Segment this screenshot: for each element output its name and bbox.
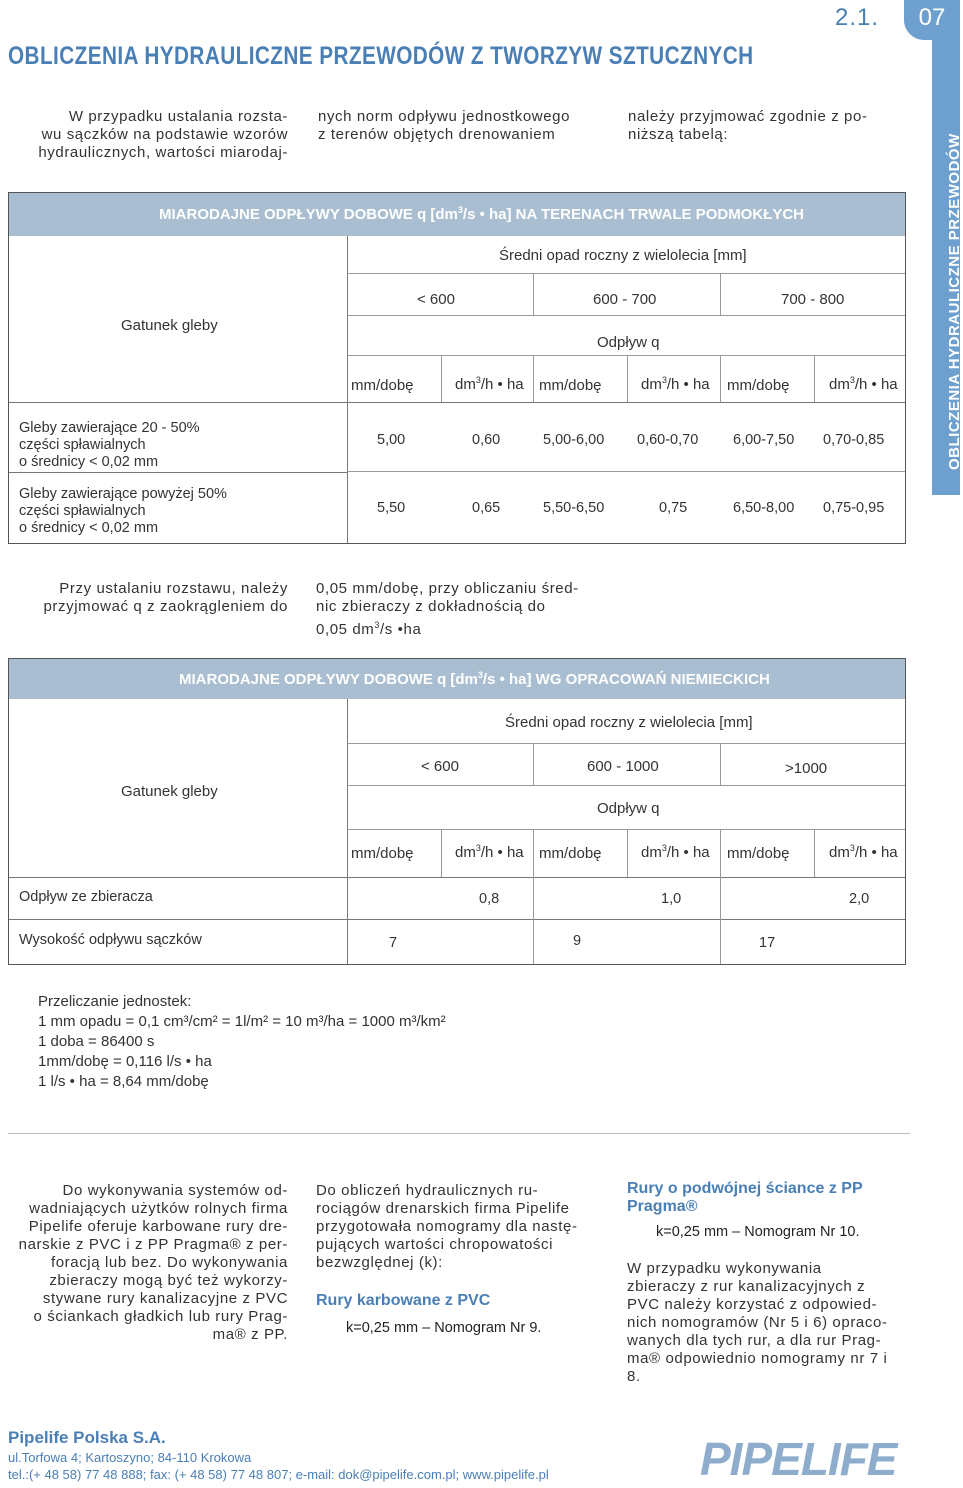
soil-row-2: Gleby zawierające powyżej 50% części spławialnych o średnicy < 0,02 mm <box>19 486 227 536</box>
side-label: OBLICZENIA HYDRAULICZNE PRZEWODÓW <box>946 133 963 470</box>
soil-row-1: Gleby zawierające 20 - 50% części spławialnych o średnicy < 0,02 mm <box>19 420 200 470</box>
conversion-line: 1 doba = 86400 s <box>38 1033 155 1050</box>
conversion-title: Przeliczanie jednostek: <box>38 993 192 1010</box>
table-german <box>8 658 906 965</box>
value-cell: 0,70-0,85 <box>823 432 885 448</box>
unit-mm: mm/dobę <box>727 845 790 862</box>
rounding-note-right: 0,05 mm/dobę, przy obliczaniu śred- nic zbieraczy z dokładnością do 0,05 $dm^3/s$ •ha <box>316 580 579 638</box>
outflow-header: Odpływ q <box>597 800 660 817</box>
rounding-note-left: Przy ustalaniu rozstawu, należy przyjmować q z zaokrągleniem do <box>43 580 288 615</box>
row-label: Odpływ ze zbieracza <box>19 889 153 905</box>
table-title-bar <box>9 193 905 236</box>
conversion-line: 1 mm opadu = 0,1 cm³/cm² = 1l/m² = 10 m³/ha = 1000 m³/km² <box>38 1013 446 1030</box>
intro-line: wu sączków na podstawie wzorów <box>41 126 288 143</box>
range-2: 600 - 1000 <box>587 758 659 775</box>
section-number: 2.1. <box>835 4 880 31</box>
unit-dm: $dm^3/h$ • ha <box>455 375 524 393</box>
value-cell: 0,60 <box>472 432 501 448</box>
value-cell: 5,50 <box>377 500 406 516</box>
unit-mm: mm/dobę <box>727 377 790 394</box>
intro-line: hydraulicznych, wartości miarodaj- <box>38 144 288 161</box>
value-cell: 6,00-7,50 <box>733 432 795 448</box>
row-label: Wysokość odpływu sączków <box>19 932 202 948</box>
value-cell: 0,75-0,95 <box>823 500 885 516</box>
precip-header: Średni opad roczny z wielolecia [mm] <box>499 247 747 264</box>
pvc-heading: Rury karbowane z PVC <box>316 1292 491 1309</box>
table-title-bar <box>9 659 905 699</box>
intro-col-1 <box>8 108 288 162</box>
unit-conversion <box>38 992 446 1092</box>
intro-line: niższą tabelą: <box>628 126 729 143</box>
pp-heading: Rury o podwójnej ściance z PP Pragma® <box>627 1180 863 1215</box>
logo-text: PIPELIFE <box>700 1433 897 1485</box>
intro-col-3 <box>628 108 918 144</box>
unit-mm: mm/dobę <box>539 377 602 394</box>
intro-line: z terenów objętych drenowaniem <box>318 126 556 143</box>
value-cell: 0,65 <box>472 500 501 516</box>
table-wet-terrain <box>8 192 906 544</box>
range-3: >1000 <box>785 760 828 777</box>
intro-line: W przypadku ustalania rozsta- <box>68 108 288 125</box>
value-cell: 5,00 <box>377 432 406 448</box>
unit-mm: mm/dobę <box>351 377 414 394</box>
value-cell: 5,00-6,00 <box>543 432 605 448</box>
value-cell: 0,75 <box>659 500 688 516</box>
col-soil-header: Gatunek gleby <box>121 317 218 334</box>
footer-address: ul.Torfowa 4; Kartoszyno; 84-110 Krokowa <box>8 1450 252 1465</box>
value-cell: 0,8 <box>479 891 500 907</box>
intro-col-2 <box>318 108 608 144</box>
unit-mm: mm/dobę <box>351 845 414 862</box>
unit-dm: $dm^3/h$ • ha <box>641 843 710 861</box>
unit-dm: $dm^3/h$ • ha <box>829 843 898 861</box>
precip-header: Średni opad roczny z wielolecia [mm] <box>505 714 753 731</box>
value-cell: 5,50-6,50 <box>543 500 605 516</box>
outflow-header: Odpływ q <box>597 334 660 351</box>
unit-dm: $dm^3/h$ • ha <box>455 843 524 861</box>
value-cell: 2,0 <box>849 891 870 907</box>
value-cell: 17 <box>759 935 776 951</box>
divider <box>8 1133 910 1134</box>
range-2: 600 - 700 <box>593 291 657 308</box>
range-1: < 600 <box>417 291 455 308</box>
footer-contact: tel.:(+ 48 58) 77 48 888; fax: (+ 48 58) 77 48 807; e-mail: dok@pipelife.com.pl; www.pipelife.pl <box>8 1467 549 1482</box>
table-title: MIARODAJNE ODPŁYWY DOBOWE q [$dm^3/s$ • ha] WG OPRACOWAŃ NIEMIECKICH <box>179 670 770 688</box>
bottom-col-2: Do obliczeń hydraulicznych ru- rociągów drenarskich firma Pipelife przygotowała nomogramy dla nastę- pujących wartości chropowatości bezwzględnej (k): <box>316 1182 578 1271</box>
intro-line: należy przyjmować zgodnie z po- <box>628 108 868 125</box>
page-number-tab: 07 <box>904 0 960 40</box>
pp-nomogram: k=0,25 mm – Nomogram Nr 10. <box>656 1224 860 1240</box>
unit-dm: $dm^3/h$ • ha <box>829 375 898 393</box>
pipelife-logo <box>698 1425 918 1488</box>
conversion-line: 1mm/dobę = 0,116 l/s • ha <box>38 1053 212 1070</box>
value-cell: 7 <box>389 935 398 951</box>
conversion-line: 1 l/s • ha = 8,64 mm/dobę <box>38 1073 209 1090</box>
footer-company: Pipelife Polska S.A. <box>8 1428 166 1447</box>
range-1: < 600 <box>421 758 459 775</box>
pvc-nomogram: k=0,25 mm – Nomogram Nr 9. <box>346 1320 542 1336</box>
bottom-col-3: W przypadku wykonywania zbieraczy z rur kanalizacyjnych z PVC należy korzystać z odpowied- nich nomogramów (Nr 5 i 6) opraco- wanych dla tych rur, a dla rur Prag- ma® odpowiednio nomogramy nr 7 i 8. <box>627 1260 888 1385</box>
bottom-col-1: Do wykonywania systemów od- wadniających użytków rolnych firma Pipelife oferuje karbowane rury dre- narskie z PVC i z PP Pragma® z per- foracją lub bez. Do wykonywania zbieraczy mogą być też wykorzy- stywane rury kanalizacyjne z PVC o ściankach gładkich lub rury Prag- ma® z PP. <box>18 1182 288 1343</box>
table-title: MIARODAJNE ODPŁYWY DOBOWE q [$dm^3/s$ • ha] NA TERENACH TRWALE PODMOKŁYCH <box>159 205 805 223</box>
range-3: 700 - 800 <box>781 291 845 308</box>
value-cell: 0,60-0,70 <box>637 432 699 448</box>
unit-mm: mm/dobę <box>539 845 602 862</box>
intro-line: nych norm odpływu jednostkowego <box>318 108 571 125</box>
unit-dm: $dm^3/h$ • ha <box>641 375 710 393</box>
value-cell: 1,0 <box>661 891 682 907</box>
page-title: OBLICZENIA HYDRAULICZNE PRZEWODÓW Z TWORZYW SZTUCZNYCH <box>8 42 754 70</box>
value-cell: 9 <box>573 933 582 949</box>
value-cell: 6,50-8,00 <box>733 500 795 516</box>
col-soil-header: Gatunek gleby <box>121 783 218 800</box>
